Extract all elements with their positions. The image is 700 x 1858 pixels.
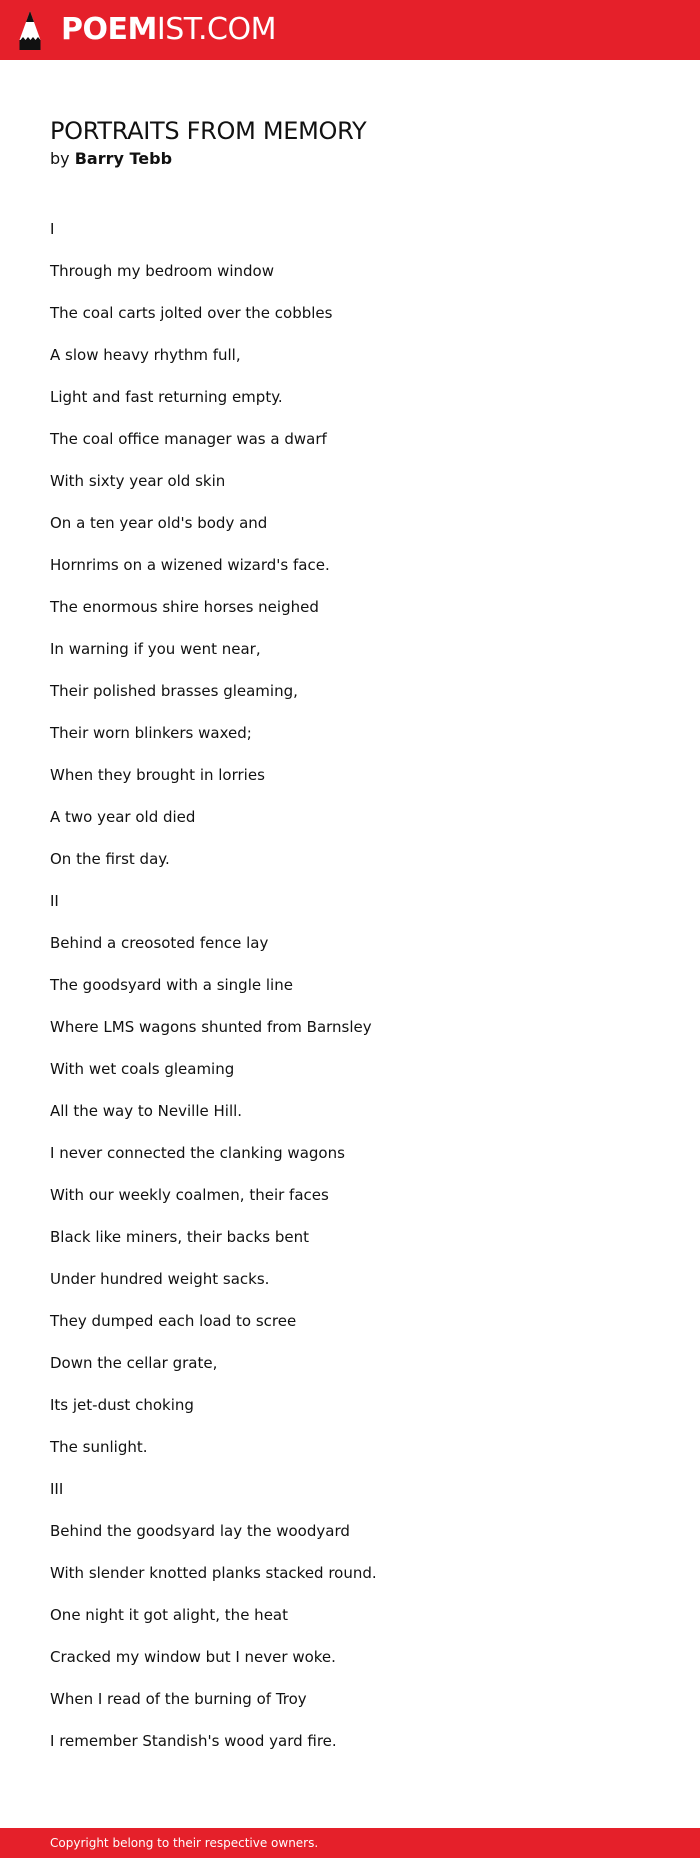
poem-author: Barry Tebb	[74, 149, 173, 168]
poem-line: The coal carts jolted over the cobbles	[50, 304, 333, 322]
poem-line: I remember Standish's wood yard fire.	[50, 1732, 337, 1750]
poem-line: On the first day.	[50, 850, 170, 868]
copyright-text: Copyright belong to their respective owners.	[50, 1836, 319, 1850]
poem-line: Black like miners, their backs bent	[50, 1228, 309, 1246]
poem-line: Its jet-dust choking	[50, 1396, 194, 1414]
pencil-tip-icon[interactable]	[18, 10, 42, 51]
poem-line: Hornrims on a wizened wizard's face.	[50, 556, 330, 574]
poem-line: Behind a creosoted fence lay	[50, 934, 269, 952]
poem-line: Where LMS wagons shunted from Barnsley	[50, 1018, 372, 1036]
poem-line: The enormous shire horses neighed	[50, 598, 319, 616]
poem-body	[50, 216, 650, 1770]
poem-line: With slender knotted planks stacked round.	[50, 1564, 377, 1582]
poem-line: With wet coals gleaming	[50, 1060, 235, 1078]
poem-line: Under hundred weight sacks.	[50, 1270, 270, 1288]
poem-line: II	[50, 892, 59, 910]
poem-line: With sixty year old skin	[50, 472, 226, 490]
poem-line: They dumped each load to scree	[50, 1312, 297, 1330]
poem-line: With our weekly coalmen, their faces	[50, 1186, 329, 1204]
poem-line: Their worn blinkers waxed;	[50, 724, 252, 742]
site-footer	[0, 1828, 700, 1858]
poem-line: All the way to Neville Hill.	[50, 1102, 243, 1120]
poem-line: The sunlight.	[50, 1438, 148, 1456]
poem-line: A slow heavy rhythm full,	[50, 346, 241, 364]
site-header	[0, 0, 700, 60]
poem-line: Down the cellar grate,	[50, 1354, 218, 1372]
poem-line: Through my bedroom window	[50, 262, 274, 280]
poem-line: Behind the goodsyard lay the woodyard	[50, 1522, 350, 1540]
site-logo[interactable]	[61, 11, 276, 49]
poem-line: On a ten year old's body and	[50, 514, 268, 532]
poem-line: When I read of the burning of Troy	[50, 1690, 307, 1708]
poem-byline	[50, 148, 172, 170]
poem-line: I never connected the clanking wagons	[50, 1144, 345, 1162]
poem-line: One night it got alight, the heat	[50, 1606, 288, 1624]
poem-line: The coal office manager was a dwarf	[50, 430, 327, 448]
poem-title: PORTRAITS FROM MEMORY	[50, 117, 367, 145]
logo-bold-text: POEM	[61, 12, 157, 47]
poem-line: III	[50, 1480, 64, 1498]
poem-line: I	[50, 220, 55, 238]
logo-light-text: IST.COM	[156, 12, 276, 47]
by-label: by	[50, 149, 70, 168]
poem-line: A two year old died	[50, 808, 196, 826]
poem-line: Light and fast returning empty.	[50, 388, 283, 406]
poem-line: In warning if you went near,	[50, 640, 261, 658]
poem-line: Cracked my window but I never woke.	[50, 1648, 336, 1666]
poem-line: Their polished brasses gleaming,	[50, 682, 298, 700]
poem-line: When they brought in lorries	[50, 766, 265, 784]
poem-line: The goodsyard with a single line	[50, 976, 293, 994]
